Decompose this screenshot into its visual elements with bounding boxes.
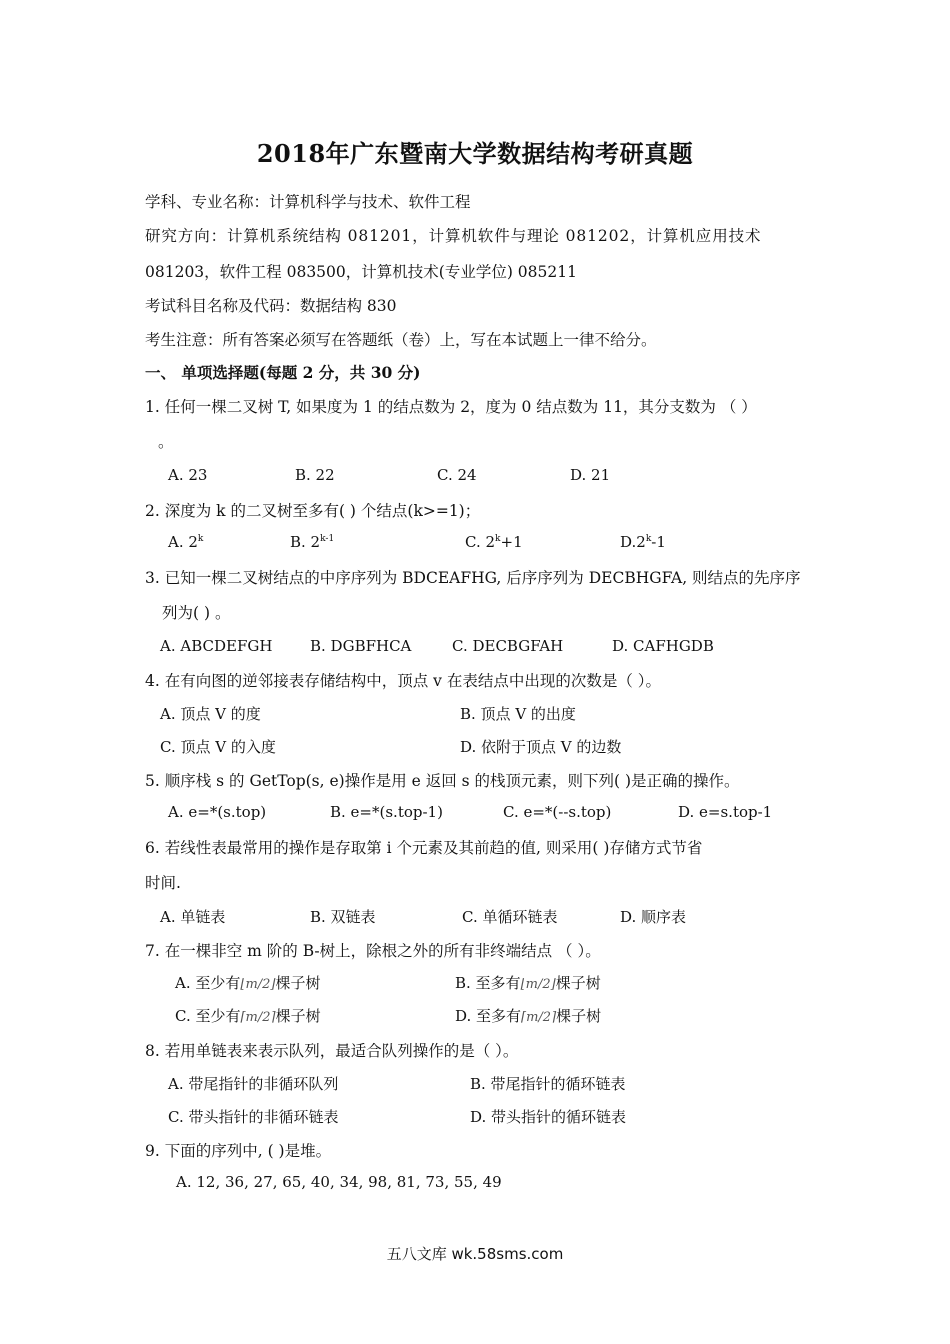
q6-option-a: A. 单链表 [160,908,226,926]
q4-option-b: B. 顶点 V 的出度 [460,705,576,723]
section-heading: 一、 单项选择题(每题 2 分，共 30 分) [145,363,421,382]
q9-option-a: A. 12, 36, 27, 65, 40, 34, 98, 81, 73, 55, 49 [176,1173,502,1191]
q1-option-a: A. 23 [168,466,208,484]
question-4: 4. 在有向图的逆邻接表存储结构中，顶点 v 在表结点中出现的次数是（ ）。 [145,672,662,690]
q4-option-d: D. 依附于顶点 V 的边数 [460,738,622,756]
question-2: 2. 深度为 k 的二叉树至多有( ) 个结点(k>=1)； [145,502,481,520]
question-9: 9. 下面的序列中, ( )是堆。 [145,1142,332,1160]
q5-option-d: D. e=s.top-1 [678,803,773,821]
q2-option-b: B. 2$^{k-1}$ [290,533,335,551]
floor-m-half: ⌊m/2⌋ [520,977,556,992]
q3-option-d: D. CAFHGDB [612,637,714,655]
question-3-cont: 列为( ) 。 [162,604,231,622]
question-6-cont: 时间. [145,874,181,892]
q6-option-c: C. 单循环链表 [462,908,558,926]
question-5: 5. 顺序栈 s 的 GetTop(s, e)操作是用 e 返回 s 的栈顶元素，则下列( )是正确的操作。 [145,772,740,790]
q8-option-c: C. 带头指针的非循环链表 [168,1108,339,1126]
q3-option-c: C. DECBGFAH [452,637,564,655]
q2-option-c: C. $2^k+1$ [465,533,523,551]
q3-option-b: B. DGBFHCA [310,637,412,655]
q4-option-a: A. 顶点 V 的度 [160,705,261,723]
q7-option-b: B. 至多有⌊m/2⌋棵子树 [455,974,601,992]
q8-option-b: B. 带尾指针的循环链表 [470,1075,626,1093]
q6-option-b: B. 双链表 [310,908,376,926]
q7-option-a: A. 至少有⌊m/2⌋棵子树 [175,974,321,992]
q3-option-a: A. ABCDEFGH [160,637,273,655]
question-6: 6. 若线性表最常用的操作是存取第 i 个元素及其前趋的值, 则采用( )存储方式节省 [145,839,703,857]
question-8: 8. 若用单链表来表示队列，最适合队列操作的是（ ）。 [145,1042,519,1060]
footer-watermark[interactable]: 五八文库 wk.58sms.com [386,1245,564,1263]
direction-line-1: 研究方向：计算机系统结构 081201，计算机软件与理论 081202，计算机应用技术 [145,227,762,245]
q4-option-c: C. 顶点 V 的入度 [160,738,276,756]
q6-option-d: D. 顺序表 [620,908,687,926]
question-7: 7. 在一棵非空 m 阶的 B-树上，除根之外的所有非终端结点 （ ）。 [145,942,601,960]
floor-m-half: ⌊m/2⌋ [240,977,276,992]
q5-option-c: C. e=*(--s.top) [503,803,612,821]
exam-name-line: 考试科目名称及代码：数据结构 830 [145,297,397,315]
question-3: 3. 已知一棵二叉树结点的中序序列为 BDCEAFHG, 后序序列为 DECBHGFA, 则结点的先序序 [145,569,801,587]
q1-option-c: C. 24 [437,466,477,484]
q7-option-d: D. 至多有⌈m/2⌉棵子树 [455,1007,602,1025]
q1-option-d: D. 21 [570,466,611,484]
q2-option-d: D.2$^k$-1 [620,533,666,551]
page-title: 2018年广东暨南大学数据结构考研真题 [256,139,694,168]
q7-option-c: C. 至少有⌈m/2⌉棵子树 [175,1007,321,1025]
subject-line: 学科、专业名称：计算机科学与技术、软件工程 [145,193,471,211]
q2-option-a: A. 2$^k$ [168,533,204,551]
ceil-m-half: ⌈m/2⌉ [521,1010,557,1025]
ceil-m-half: ⌈m/2⌉ [240,1010,276,1025]
direction-line-2: 081203，软件工程 083500，计算机技术(专业学位) 085211 [145,263,577,281]
q1-option-b: B. 22 [295,466,335,484]
q8-option-d: D. 带头指针的循环链表 [470,1108,627,1126]
q5-option-b: B. e=*(s.top-1) [330,803,443,821]
q8-option-a: A. 带尾指针的非循环队列 [168,1075,339,1093]
notice-line: 考生注意：所有答案必须写在答题纸（卷）上，写在本试题上一律不给分。 [145,331,657,349]
q5-option-a: A. e=*(s.top) [168,803,267,821]
question-1-cont: 。 [158,433,174,451]
question-1: 1. 任何一棵二叉树 T, 如果度为 1 的结点数为 2，度为 0 结点数为 11，其分支数为 （ ） [145,398,757,416]
